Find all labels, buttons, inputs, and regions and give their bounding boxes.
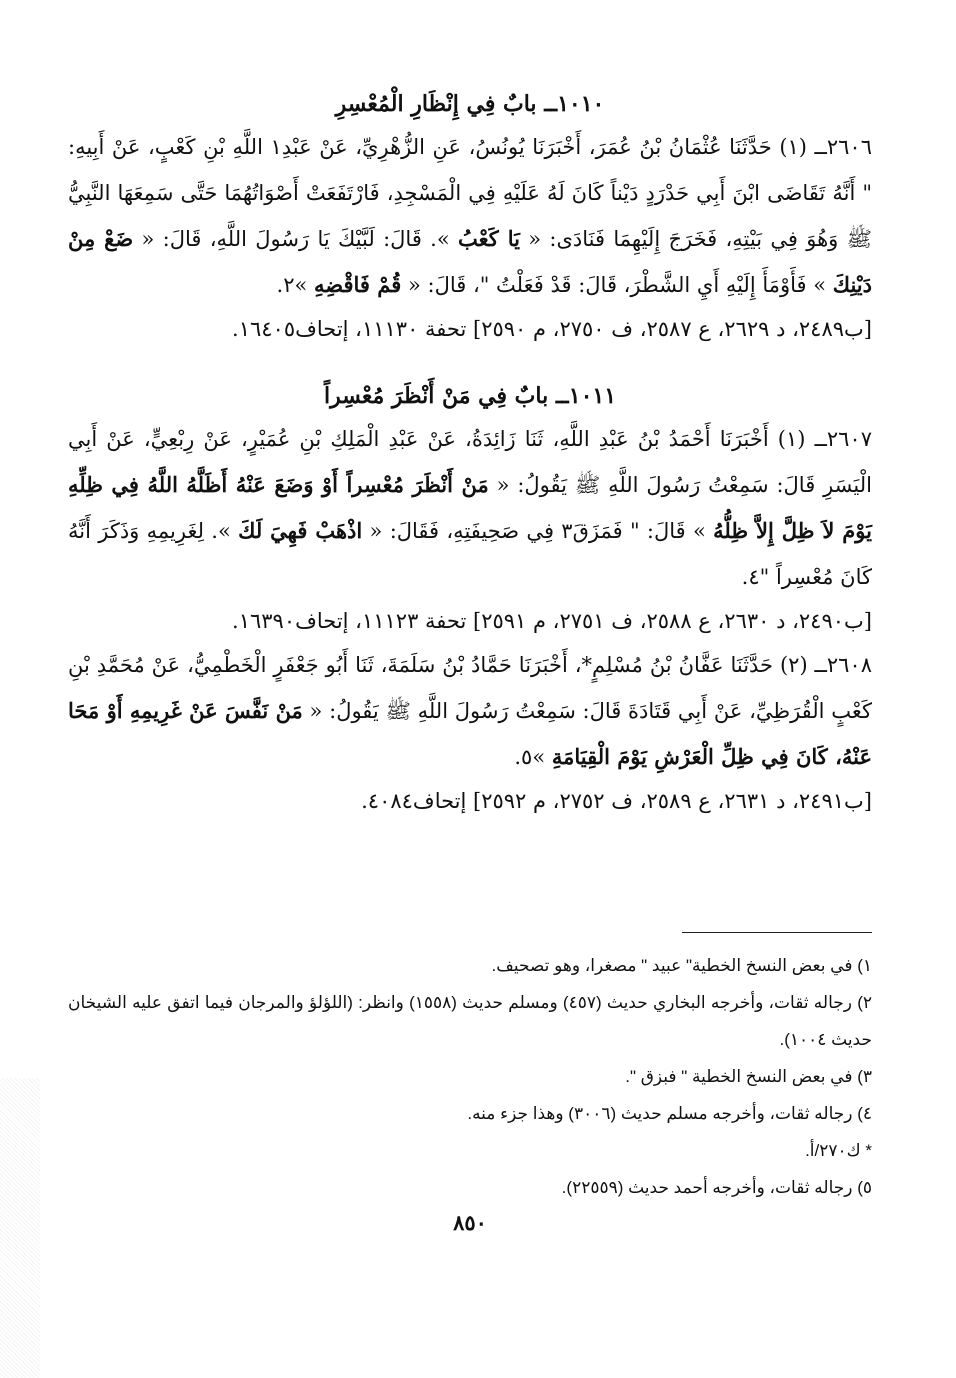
hadith-text: » فَأَوْمَأَ إِلَيْهِ أَيِ الشَّطْرَ، قَالَ: قَدْ فَعَلْتُ "، قَالَ: «	[401, 273, 833, 297]
footnote: ٢) رجاله ثقات، وأخرجه البخاري حديث (٤٥٧) ومسلم حديث (١٥٥٨) وانظر: (اللؤلؤ والمرجان فيما اتفق عليه الشيخان حديث ١٠٠٤).	[68, 993, 873, 1049]
scan-noise	[0, 1078, 40, 1378]
hadith-text: ٢٦٠٧ــ (١) أَخْبَرَنَا أَحْمَدُ بْنُ عَبْدِ اللَّهِ، ثَنَا زَائِدَةُ، عَنْ عَبْدِ الْمَلِكِ بْنِ عُمَيْرٍ، عَنْ رِبْعِيٍّ، عَنْ أَبِي الْيَسَرِ قَالَ: سَمِعْتُ رَسُولَ اللَّهِ ﷺ يَقُولُ: «	[68, 427, 872, 497]
references-2608: [ب٢٤٩١، د ٢٦٣١، ع ٢٥٨٩، ف ٢٧٥٢، م ٢٥٩٢] إتحاف٤٠٨٤.	[361, 789, 872, 813]
hadith-text: ٢٦٠٨ــ (٢) حَدَّثَنَا عَفَّانُ بْنُ مُسْلِمٍ*، أَخْبَرَنَا حَمَّادُ بْنُ سَلَمَةَ، ثَنَا أَبُو جَعْفَرٍ الْخَطْمِيُّ، عَنْ مُحَمَّدِ بْنِ كَعْبٍ الْقُرَظِيِّ، عَنْ أَبِي قَتَادَةَ قَالَ: سَمِعْتُ رَسُولَ اللَّهِ ﷺ يَقُولُ: «	[68, 653, 872, 723]
prophetic-saying: اذْهَبْ فَهِيَ لَكَ	[238, 518, 363, 543]
footnote: ٥) رجاله ثقات، وأخرجه أحمد حديث (٢٢٥٥٩).	[561, 1178, 872, 1197]
references-2606: [ب٢٤٨٩، د ٢٦٢٩، ع ٢٥٨٧، ف ٢٧٥٠، م ٢٥٩٠] تحفة ١١١٣٠، إتحاف١٦٤٠٥.	[232, 317, 872, 341]
chapter-heading-1010: ١٠١٠ــ بابٌ فِي إِنْظَارِ الْمُعْسِرِ	[335, 91, 605, 117]
prophetic-saying: مَنْ نَفَّسَ عَنْ غَرِيمِهِ أَوْ مَحَا عَنْهُ، كَانَ فِي ظِلِّ الْعَرْشِ يَوْمَ الْقِيَامَةِ	[68, 698, 872, 769]
footnotes	[68, 947, 872, 1206]
hadith-2607	[68, 416, 872, 600]
page	[68, 84, 872, 1238]
page-number: ٨٥٠	[453, 1210, 487, 1235]
chapter-heading-1011: ١٠١١ــ بابٌ فِي مَنْ أَنْظَرَ مُعْسِراً	[323, 383, 617, 409]
hadith-2608	[68, 642, 872, 780]
hadith-text: » قَالَ: " فَمَزَقَ٣ فِي صَحِيفَتِهِ، فَقَالَ: «	[362, 519, 714, 543]
hadith-text: ٢٦٠٦ــ (١) حَدَّثَنَا عُثْمَانُ بْنُ عُمَرَ، أَخْبَرَنَا يُونُسُ، عَنِ الزُّهْرِيِّ، عَنْ عَبْدِ١ اللَّهِ بْنِ كَعْبٍ، عَنْ أَبِيهِ: " أَنَّهُ تَقَاضَى ابْنَ أَبِي حَدْرَدٍ دَيْناً كَانَ لَهُ عَلَيْهِ فِي الْمَسْجِدِ، فَارْتَفَعَتْ أَصْوَاتُهُمَا حَتَّى سَمِعَهَا النَّبِيُّ ﷺ وَهُوَ فِي بَيْتِهِ، فَخَرَجَ إِلَيْهِمَا فَنَادَى: «	[68, 135, 872, 251]
prophetic-saying: مَنْ أَنْظَرَ مُعْسِراً أَوْ وَضَعَ عَنْهُ أَظَلَّهُ اللَّهُ فِي ظِلِّهِ يَوْمَ لاَ ظِلَّ إِلاَّ ظِلُّهُ	[68, 472, 872, 543]
references-2607: [ب٢٤٩٠، د ٢٦٣٠، ع ٢٥٨٨، ف ٢٧٥١، م ٢٥٩١] تحفة ١١١٢٣، إتحاف١٦٣٩٠.	[232, 609, 872, 633]
footnote: ٣) في بعض النسخ الخطية " فبزق ".	[625, 1067, 872, 1086]
prophetic-saying: ضَعْ مِنْ دَيْنِكَ	[68, 226, 872, 297]
prophetic-saying: قُمْ فَاقْضِهِ	[314, 272, 402, 297]
hadith-text: ». لِغَرِيمِهِ وَذَكَرَ أَنَّهُ كَانَ مُعْسِراً "٤.	[68, 519, 872, 589]
hadith-text: ». قَالَ: لَبَّيْكَ يَا رَسُولَ اللَّهِ، قَالَ: «	[133, 227, 458, 251]
hadith-text: »٢.	[276, 273, 315, 297]
footnote: ١) في بعض النسخ الخطية" عبيد " مصغرا، وهو تصحيف.	[491, 956, 872, 975]
hadith-2606	[68, 124, 872, 308]
footnote: ٤) رجاله ثقات، وأخرجه مسلم حديث (٣٠٠٦) وهذا جزء منه.	[467, 1104, 872, 1123]
footnote-divider	[682, 932, 872, 933]
footnote: * ك٢٧٠/أ.	[805, 1141, 872, 1160]
prophetic-saying: يَا كَعْبُ	[458, 226, 520, 251]
hadith-text: »٥.	[514, 745, 552, 769]
